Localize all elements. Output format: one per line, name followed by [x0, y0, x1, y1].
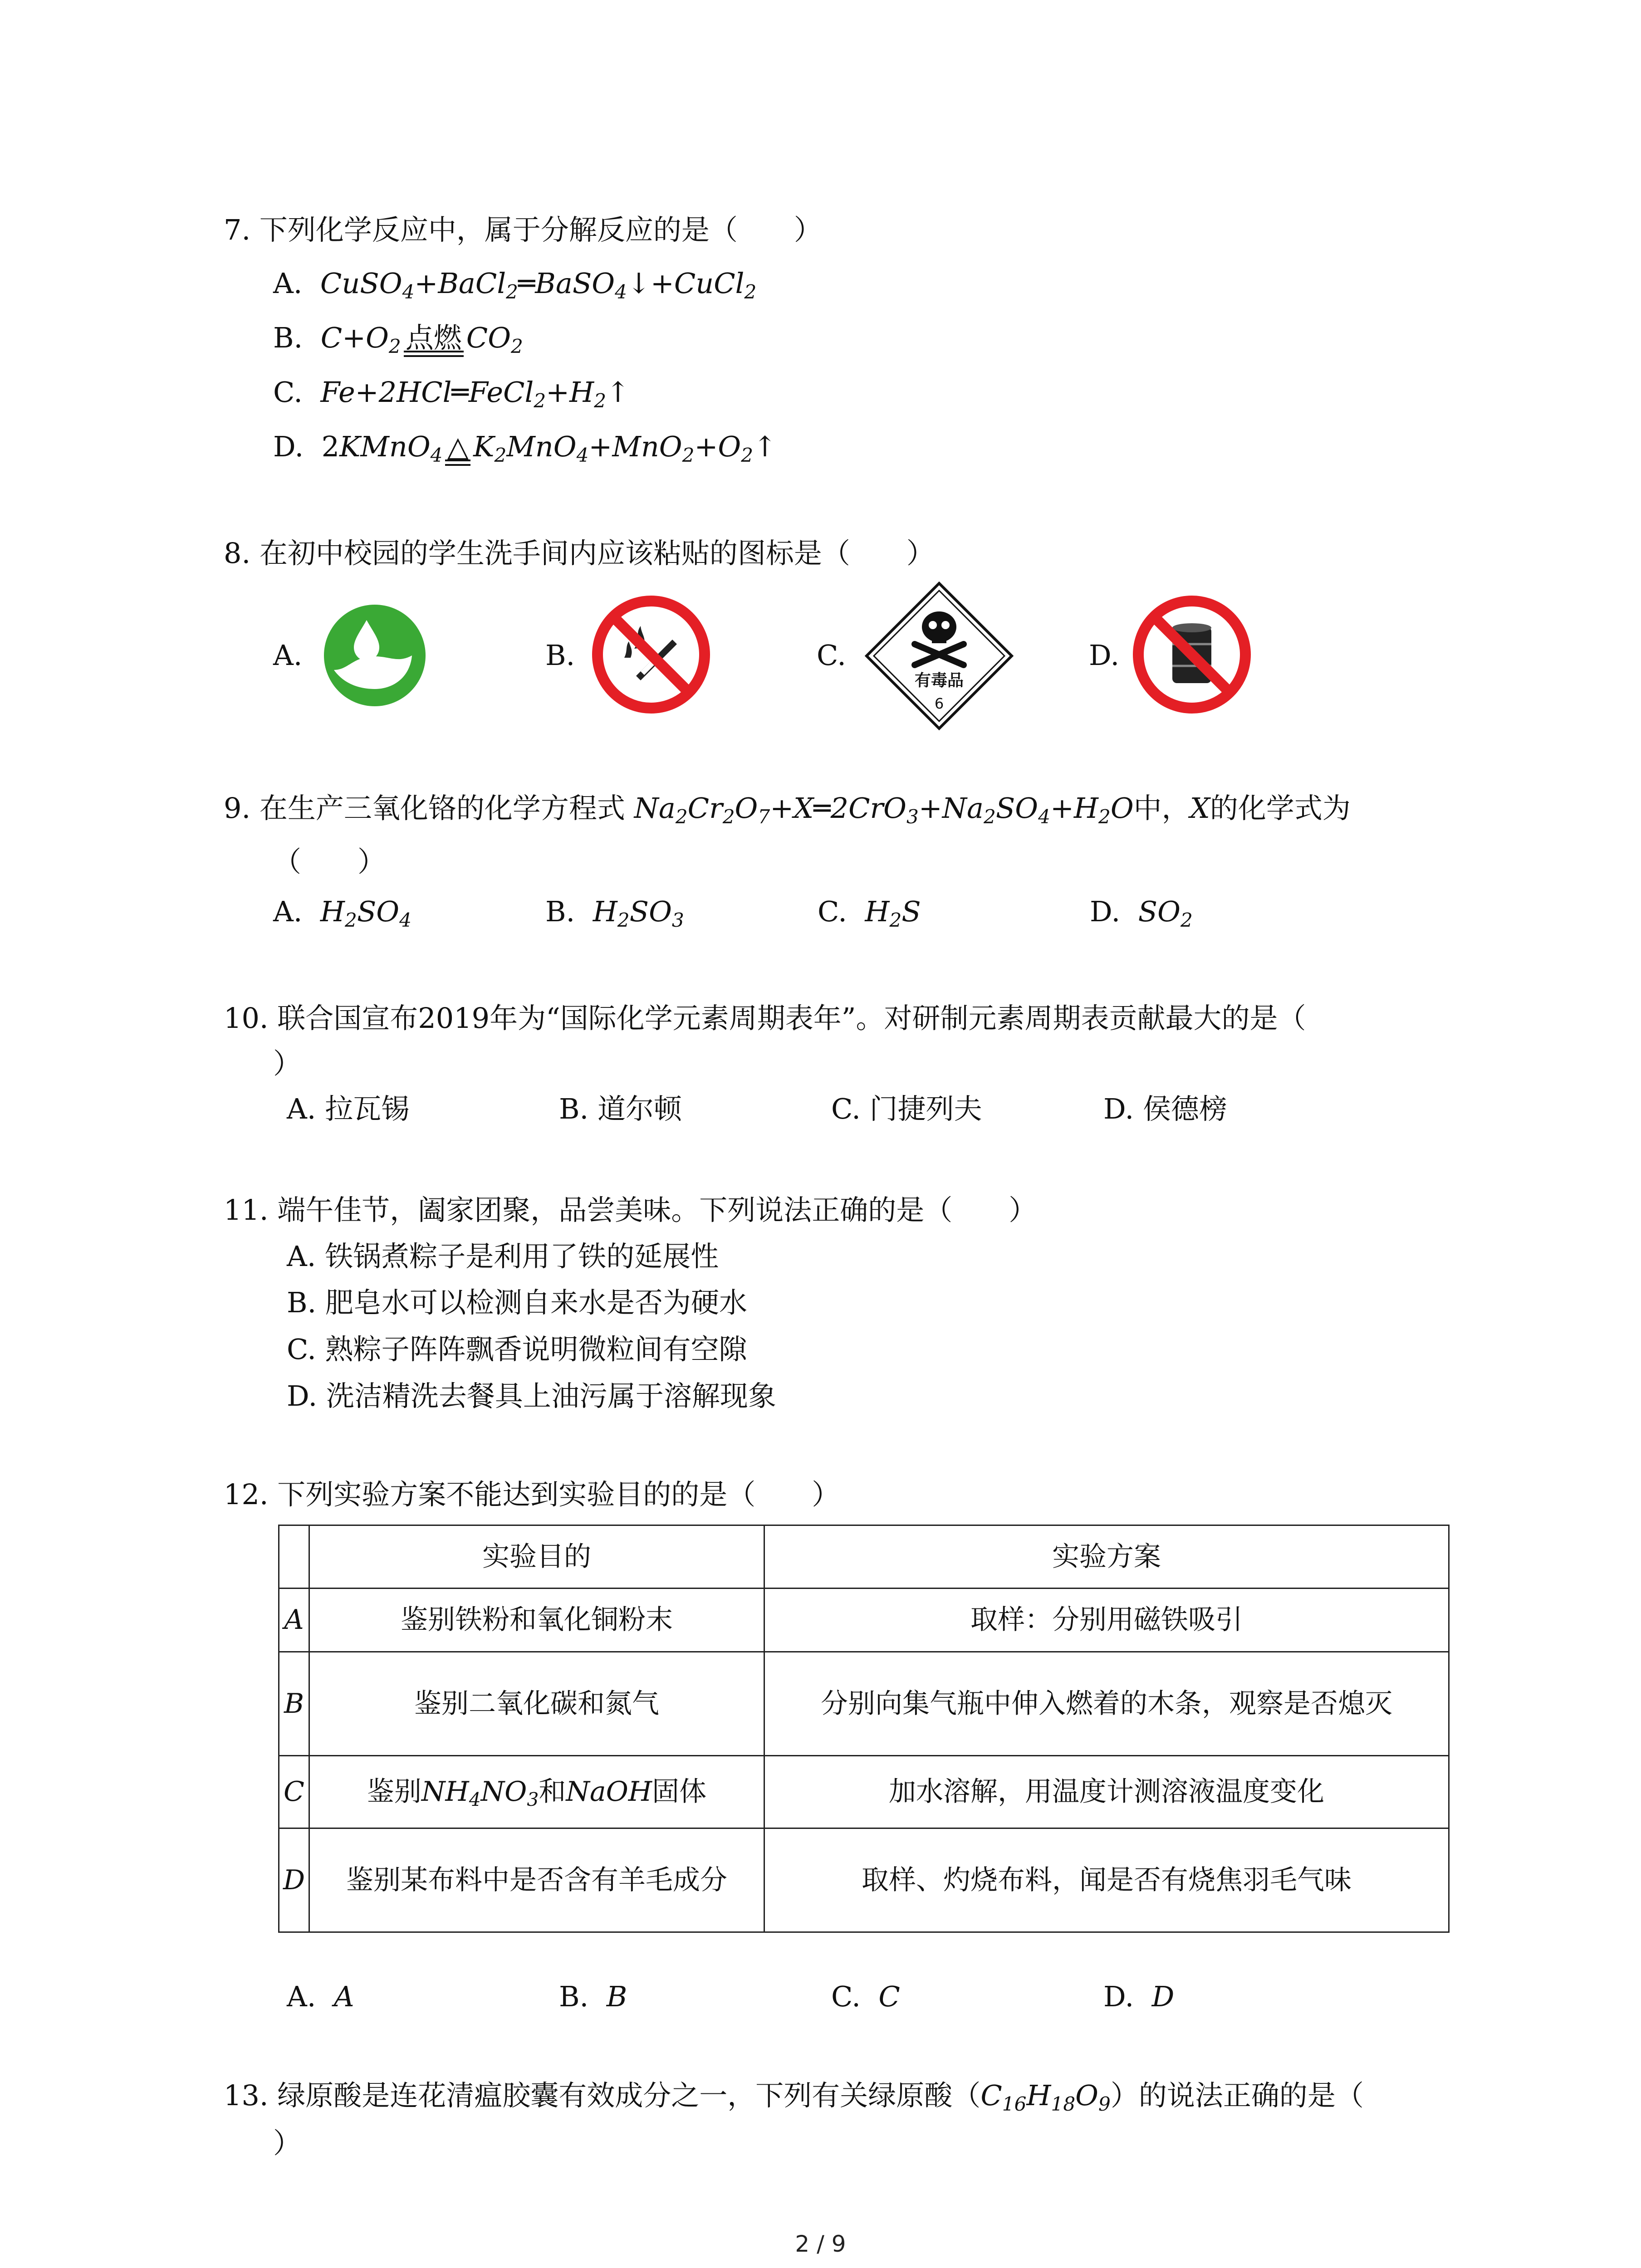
q10-option-a: A. 拉瓦锡	[287, 1092, 410, 1125]
q9-paren: （ ）	[273, 845, 386, 878]
q10-option-b: B. 道尔顿	[559, 1092, 682, 1125]
q8-stem: 8. 在初中校园的学生洗手间内应该粘贴的图标是（ ）	[224, 537, 935, 570]
q12-table	[278, 1525, 1450, 1933]
q13-stem-cont: ）	[273, 2126, 302, 2160]
q11-option-b: B. 肥皂水可以检测自来水是否为硬水	[287, 1286, 747, 1319]
q7-option-a: A. CuSO$_4$+BaCl$_2$═BaSO$_4$↓+CuCl$_2$	[273, 267, 757, 303]
page-number: 2 / 9	[795, 2231, 846, 2257]
q8-option-c-label: C.	[817, 639, 846, 672]
toxic-substance-icon	[864, 581, 1014, 731]
q10-options	[287, 1091, 1376, 1127]
q9-stem: 9. 在生产三氧化铬的化学方程式 $Na_2Cr_2O_7+X═2CrO_3+Na_2SO_4+H_2O$中，X的化学式为	[224, 792, 1351, 828]
col-goal-header: 实验目的	[309, 1525, 764, 1589]
q10-option-c: C. 门捷列夫	[831, 1092, 982, 1125]
water-saving-icon	[321, 602, 428, 709]
col-plan-header: 实验方案	[764, 1525, 1449, 1589]
reaction-condition: △	[444, 429, 471, 465]
q11-option-d: D. 洗洁精洗去餐具上油污属于溶解现象	[287, 1379, 776, 1413]
q7-option-c: C. $Fe+2HCl═FeCl_2+H_2↑$	[273, 376, 630, 412]
table-header-row	[279, 1525, 1449, 1589]
q10-stem: 10. 联合国宣布2019年为“国际化学元素周期表年”。对研制元素周期表贡献最大的是（	[224, 1002, 1306, 1035]
q13-stem: 13. 绿原酸是连花清瘟胶囊有效成分之一，下列有关绿原酸$(C_{16}H_{18}O_9)$的说法正确的是（	[224, 2079, 1364, 2115]
q10-option-d: D. 侯德榜	[1103, 1092, 1227, 1125]
q11-option-c: C. 熟粽子阵阵飘香说明微粒间有空隙	[287, 1333, 747, 1366]
table-row: B 鉴别二氧化碳和氮气 分别向集气瓶中伸入燃着的木条，观察是否熄灭	[279, 1652, 1449, 1755]
table-row: C 鉴别$NH_4NO_3$和NaOH固体 加水溶解，用温度计测溶液温度变化	[279, 1755, 1449, 1828]
table-corner-cell	[279, 1525, 309, 1589]
q10-stem-cont: ）	[273, 1047, 302, 1080]
toxic-class: 6	[934, 695, 944, 712]
q8-option-b-label: B.	[545, 639, 575, 672]
q7-option-b: B. $C+O_2$ 点燃 $CO_2$	[273, 320, 523, 356]
q11-option-a: A. 铁锅煮粽子是利用了铁的延展性	[287, 1240, 719, 1273]
q12-options: A. A B. B C. C D. D	[287, 1980, 1175, 2013]
q8-option-a-label: A.	[273, 639, 303, 672]
no-oil-barrel-icon	[1132, 594, 1252, 715]
q7-option-d: D. 2KMnO$_4$ △ $K_2MnO_4+MnO_2+O_2↑$	[273, 429, 777, 465]
q8-option-d-label: D.	[1089, 639, 1120, 672]
q11-stem: 11. 端午佳节，阖家团聚，品尝美味。下列说法正确的是（ ）	[224, 1193, 1037, 1227]
q12-stem: 12. 下列实验方案不能达到实验目的的是（ ）	[224, 1478, 840, 1511]
reaction-condition: 点燃	[403, 320, 465, 356]
toxic-label: 有毒品	[914, 671, 964, 690]
q9-options: A. $H_2SO_4$ B. $H_2SO_3$ C. $H_2S$ D. $SO_2$	[273, 895, 1193, 931]
table-row: A 鉴别铁粉和氧化铜粉末 取样：分别用磁铁吸引	[279, 1589, 1449, 1652]
table-row: D 鉴别某布料中是否含有羊毛成分 取样、灼烧布料，闻是否有烧焦羽毛气味	[279, 1828, 1449, 1932]
q7-stem: 7. 下列化学反应中，属于分解反应的是（ ）	[224, 213, 822, 246]
no-smoking-icon	[591, 594, 711, 715]
